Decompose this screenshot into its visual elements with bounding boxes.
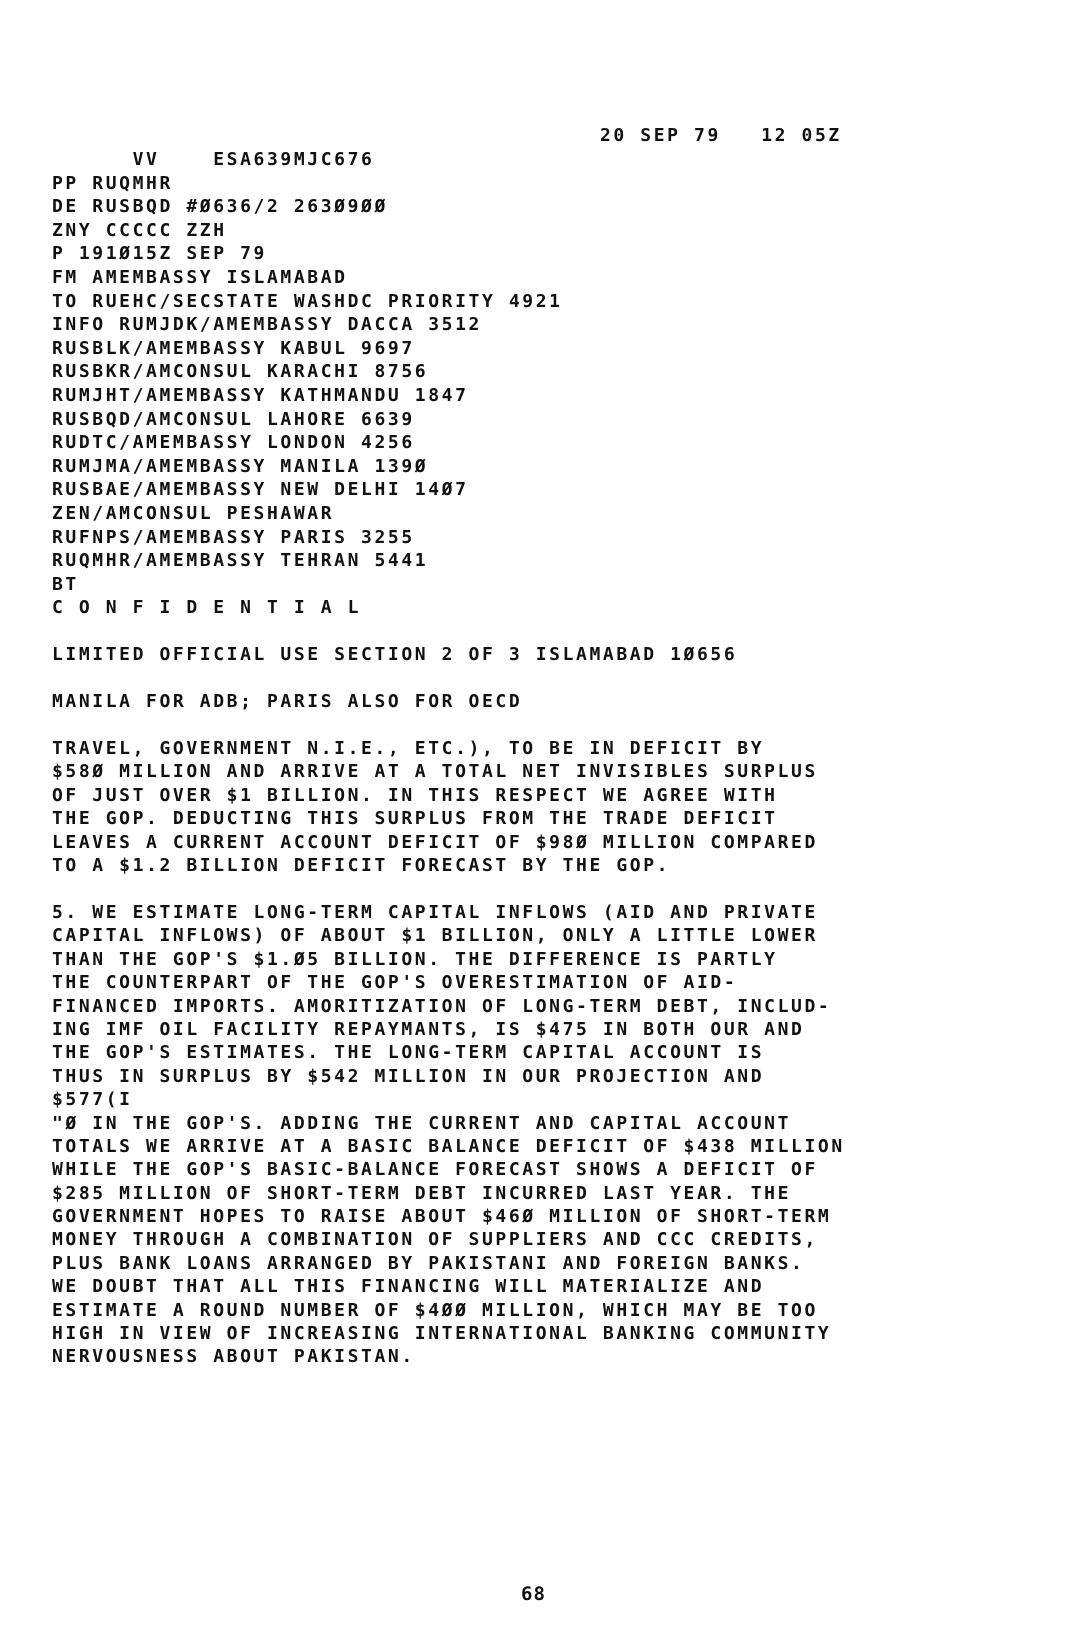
body-line: THAN THE GOP'S $1.Ø5 BILLION. THE DIFFERENCE IS PARTLY bbox=[52, 948, 778, 970]
header-line: PP RUQMHR bbox=[52, 172, 173, 194]
body-line: $285 MILLION OF SHORT-TERM DEBT INCURRED LAST YEAR. THE bbox=[52, 1182, 792, 1204]
body-line: PLUS BANK LOANS ARRANGED BY PAKISTANI AND FOREIGN BANKS. bbox=[52, 1252, 805, 1274]
paragraph-5 bbox=[52, 901, 845, 1369]
body-line: THE GOP'S ESTIMATES. THE LONG-TERM CAPITAL ACCOUNT IS bbox=[52, 1042, 765, 1064]
header-line: RUQMHR/AMEMBASSY TEHRAN 5441 bbox=[52, 550, 429, 572]
header-line: ZNY CCCCC ZZH bbox=[52, 219, 227, 241]
body-line: OF JUST OVER $1 BILLION. IN THIS RESPECT WE AGREE WITH bbox=[52, 784, 778, 806]
page-number: 68 bbox=[521, 1583, 546, 1605]
header-line: RUSBLK/AMEMBASSY KABUL 9697 bbox=[52, 337, 415, 359]
body-line: GOVERNMENT HOPES TO RAISE ABOUT $46Ø MILLION OF SHORT-TERM bbox=[52, 1206, 832, 1228]
header-line: RUFNPS/AMEMBASSY PARIS 3255 bbox=[52, 526, 415, 548]
header-line: RUDTC/AMEMBASSY LONDON 4256 bbox=[52, 432, 415, 454]
body-line: $577(I bbox=[52, 1089, 133, 1111]
body-line: TOTALS WE ARRIVE AT A BASIC BALANCE DEFICIT OF $438 MILLION bbox=[52, 1135, 845, 1157]
header-line: RUSBKR/AMCONSUL KARACHI 8756 bbox=[52, 361, 429, 383]
header-line: RUSBQD/AMCONSUL LAHORE 6639 bbox=[52, 408, 415, 430]
body-line: ESTIMATE A ROUND NUMBER OF $4ØØ MILLION, WHICH MAY BE TOO bbox=[52, 1299, 818, 1321]
body-line: THUS IN SURPLUS BY $542 MILLION IN OUR PROJECTION AND bbox=[52, 1065, 765, 1087]
header-line: INFO RUMJDK/AMEMBASSY DACCA 3512 bbox=[52, 314, 482, 336]
routing-header bbox=[52, 148, 563, 620]
body-line: HIGH IN VIEW OF INCREASING INTERNATIONAL BANKING COMMUNITY bbox=[52, 1323, 832, 1345]
classification-line: LIMITED OFFICIAL USE SECTION 2 OF 3 ISLAMABAD 1Ø656 bbox=[52, 644, 738, 665]
body-line: NERVOUSNESS ABOUT PAKISTAN. bbox=[52, 1346, 415, 1368]
header-line: ZEN/AMCONSUL PESHAWAR bbox=[52, 502, 335, 524]
distribution-line: MANILA FOR ADB; PARIS ALSO FOR OECD bbox=[52, 691, 523, 712]
classification-header: C O N F I D E N T I A L bbox=[52, 597, 362, 619]
body-line: MONEY THROUGH A COMBINATION OF SUPPLIERS AND CCC CREDITS, bbox=[52, 1229, 818, 1251]
header-line: P 191Ø15Z SEP 79 bbox=[52, 243, 267, 265]
body-line: TRAVEL, GOVERNMENT N.I.E., ETC.), TO BE IN DEFICIT BY bbox=[52, 738, 765, 759]
body-line: ING IMF OIL FACILITY REPAYMANTS, IS $475 IN BOTH OUR AND bbox=[52, 1018, 805, 1040]
body-line: THE GOP. DEDUCTING THIS SURPLUS FROM THE TRADE DEFICIT bbox=[52, 808, 778, 830]
body-line: WE DOUBT THAT ALL THIS FINANCING WILL MATERIALIZE AND bbox=[52, 1276, 765, 1298]
body-line: FINANCED IMPORTS. AMORITIZATION OF LONG-TERM DEBT, INCLUD- bbox=[52, 995, 832, 1017]
paragraph-continued bbox=[52, 737, 818, 877]
body-line: 5. WE ESTIMATE LONG-TERM CAPITAL INFLOWS (AID AND PRIVATE bbox=[52, 902, 818, 923]
body-line: WHILE THE GOP'S BASIC-BALANCE FORECAST SHOWS A DEFICIT OF bbox=[52, 1159, 818, 1181]
header-line: FM AMEMBASSY ISLAMABAD bbox=[52, 266, 348, 288]
header-line: DE RUSBQD #Ø636/2 263Ø9ØØ bbox=[52, 196, 388, 218]
body-line: TO A $1.2 BILLION DEFICIT FORECAST BY THE GOP. bbox=[52, 854, 671, 876]
body-line: $58Ø MILLION AND ARRIVE AT A TOTAL NET INVISIBLES SURPLUS bbox=[52, 761, 818, 783]
header-line: RUMJHT/AMEMBASSY KATHMANDU 1847 bbox=[52, 384, 469, 406]
body-line: "Ø IN THE GOP'S. ADDING THE CURRENT AND CAPITAL ACCOUNT bbox=[52, 1112, 792, 1134]
header-line: RUSBAE/AMEMBASSY NEW DELHI 14Ø7 bbox=[52, 479, 469, 501]
date-time-group: 20 SEP 79 12 05Z bbox=[600, 125, 842, 146]
header-line: BT bbox=[52, 573, 79, 595]
body-line: LEAVES A CURRENT ACCOUNT DEFICIT OF $98Ø MILLION COMPARED bbox=[52, 831, 818, 853]
header-line: VV ESA639MJC676 bbox=[52, 149, 375, 170]
body-line: THE COUNTERPART OF THE GOP'S OVERESTIMATION OF AID- bbox=[52, 972, 738, 994]
header-line: TO RUEHC/SECSTATE WASHDC PRIORITY 4921 bbox=[52, 290, 563, 312]
header-line: RUMJMA/AMEMBASSY MANILA 139Ø bbox=[52, 455, 429, 477]
body-line: CAPITAL INFLOWS) OF ABOUT $1 BILLION, ONLY A LITTLE LOWER bbox=[52, 925, 818, 947]
